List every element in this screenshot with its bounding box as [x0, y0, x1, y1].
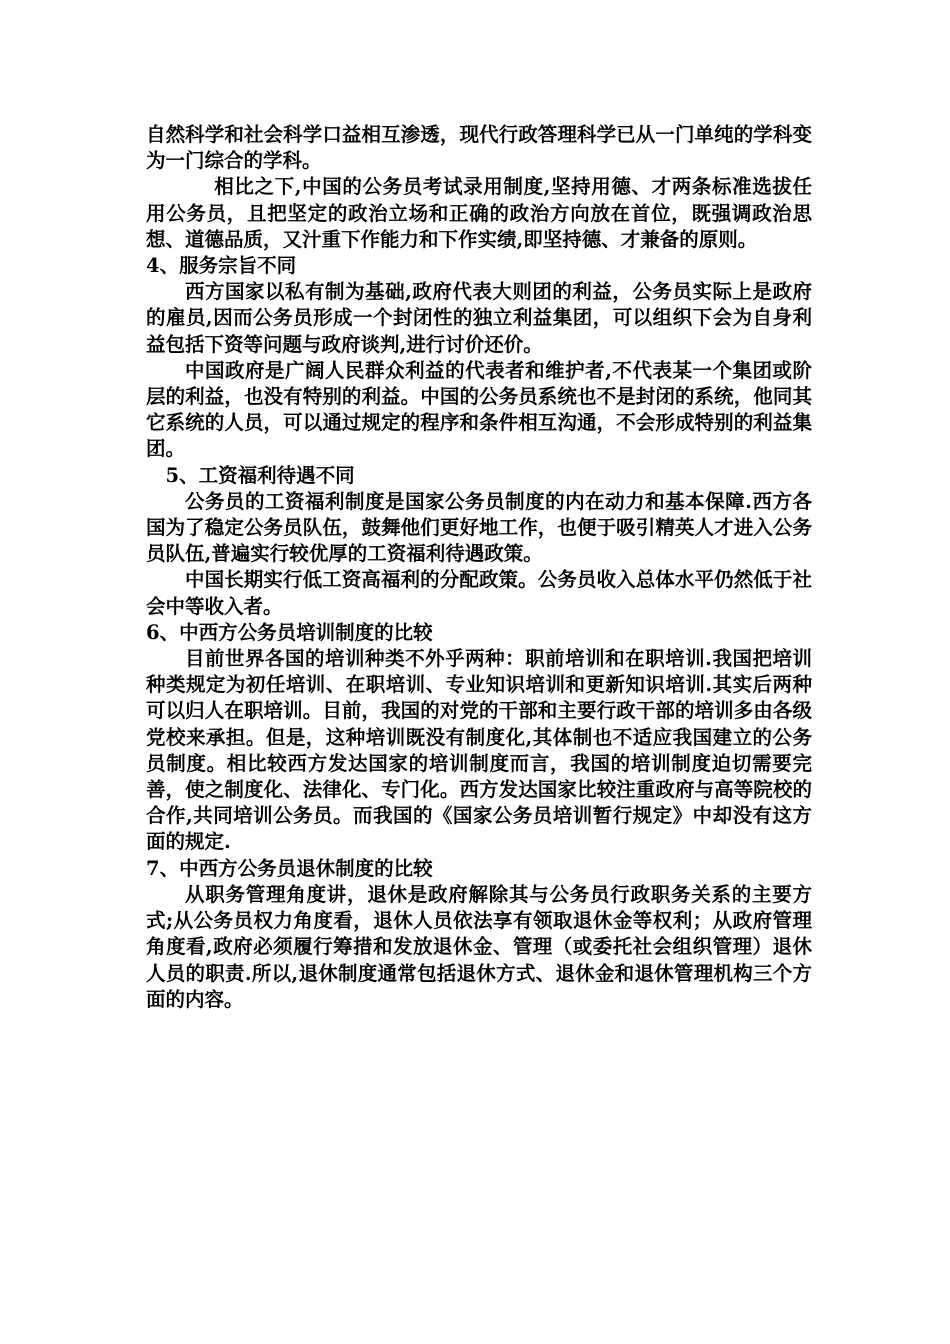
paragraph-continuation: 自然科学和社会科学口益相互渗透，现代行政答理科学已从一门单纯的学科变为一门综合的学科。 [146, 123, 812, 173]
paragraph-chinese-service: 中国政府是广阔人民群众利益的代表者和维护者,不代表某一个集团或阶层的利益，也没有特别的利益。中国的公务员系统也不是封闭的系统，他同其它系统的人员，可以通过规定的程序和条件相互沟通，不会形成特别的利益集团。 [146, 358, 812, 461]
paragraph-civil-exam: 相比之下,中国的公务员考试录用制度,坚持用德、才两条标准选拔任用公务员，且把坚定的政治立场和正确的政治方向放在首位，既强调政治思想、道德品质，又汁重下作能力和下作实绩,即坚持德、才兼备的原则。 [146, 175, 812, 251]
heading-wage-welfare: 5、工资福利待遇不同 [165, 463, 355, 487]
heading-service-purpose: 4、服务宗旨不同 [146, 254, 297, 278]
paragraph-western-service: 西方国家以私有制为基础,政府代表大则团的利益，公务员实际上是政府的雇员,因而公务员形成一个封闭性的独立利益集团，可以组织下会为自身利益包括下资等问题与政府谈判,进行讨价还价。 [146, 280, 812, 356]
paragraph-retirement: 从职务管理角度讲，退休是政府解除其与公务员行政职务关系的主要方式;从公务员权力角度看，退休人员依法享有领取退休金等权利；从政府管理角度看,政府必须履行筹措和发放退休金、管理（或委托社会组织管理）退休人员的职责.所以,退休制度通常包括退休方式、退休金和退休管理机构三个方面的内容。 [146, 882, 812, 1011]
paragraph-wage-western: 公务员的工资福利制度是国家公务员制度的内在动力和基本保障.西方各国为了稳定公务员队伍，鼓舞他们更好地工作，也便于吸引精英人才进入公务员队伍,普遍实行较优厚的工资福利待遇政策。 [146, 489, 812, 566]
document-body [146, 122, 812, 1013]
paragraph-wage-chinese: 中国长期实行低工资高福利的分配政策。公务员收入总体水平仍然低于社会中等收入者。 [146, 568, 812, 618]
heading-training: 6、中西方公务员培训制度的比较 [146, 620, 433, 644]
paragraph-training: 目前世界各国的培训种类不外乎两种：职前培训和在职培训.我国把培训种类规定为初任培训、在职培训、专业知识培训和更新知识培训.其实后两种可以归人在职培训。目前，我国的对党的干部和主要行政干部的培训多由各级党校来承担。但是，这种培训既没有制度化,其体制也不适应我国建立的公务员制度。相比较西方发达国家的培训制度而言，我国的培训制度迫切需要完善，使之制度化、法律化、专门化。西方发达国家比较注重政府与高等院校的合作,共同培训公务员。而我国的《国家公务员培训暂行规定》中却没有这方面的规定. [146, 647, 812, 854]
heading-retirement: 7、中西方公务员退休制度的比较 [146, 856, 433, 880]
